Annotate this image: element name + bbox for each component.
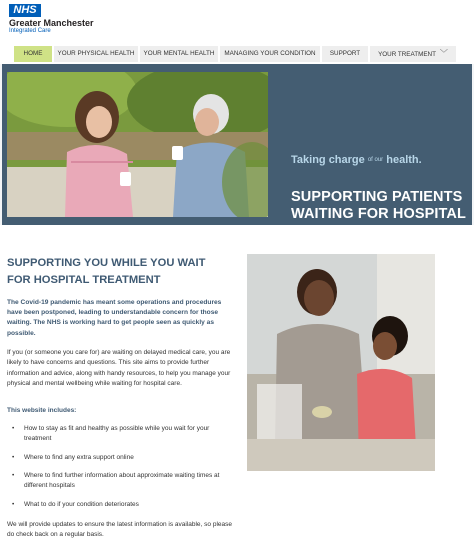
org-name: Greater Manchester <box>9 18 94 28</box>
hero-photo-illustration <box>7 72 268 217</box>
update-note: We will provide updates to ensure the latest information is available, so please do check back on a regular basis. <box>7 521 232 538</box>
nav-your-treatment[interactable]: YOUR TREATMENT ﹀ <box>370 46 456 62</box>
hero-title: SUPPORTING PATIENTS WAITING FOR HOSPITAL TREATMENT <box>291 189 466 239</box>
hero-tagline: Taking charge of our health. <box>291 154 422 166</box>
main-nav <box>14 46 456 62</box>
nhs-logo[interactable]: NHS <box>9 4 41 17</box>
site-header <box>0 0 474 44</box>
hero-photo <box>7 72 268 217</box>
list-item: • Where to find further information about approximate waiting times at different hospitals <box>12 471 227 491</box>
includes-list <box>12 424 227 518</box>
chevron-down-icon: ﹀ <box>439 49 448 58</box>
nav-mental-health[interactable]: YOUR MENTAL HEALTH <box>140 46 218 62</box>
nav-support[interactable]: SUPPORT <box>322 46 368 62</box>
org-subname: Integrated Care <box>9 28 51 34</box>
includes-label: This website includes: <box>7 407 77 414</box>
page-heading: SUPPORTING YOU WHILE YOU WAIT FOR HOSPITAL TREATMENT <box>7 257 206 286</box>
nav-physical-health[interactable]: YOUR PHYSICAL HEALTH <box>54 46 138 62</box>
nav-home[interactable]: HOME <box>14 46 52 62</box>
intro-lead: The Covid-19 pandemic has meant some operations and procedures have been postponed, leading to understandable concern for those waiting. The NHS is working hard to get people seen as quickly as possible. <box>7 299 222 337</box>
family-photo <box>247 254 435 471</box>
list-item: • Where to find any extra support online <box>12 453 227 463</box>
family-photo-illustration <box>247 254 435 471</box>
hero-banner <box>0 64 474 239</box>
intro-paragraph: If you (or someone you care for) are waiting on delayed medical care, you are likely to have concerns and questions. This site aims to provide further information and advice, along with handy resources, to help you manage your physical and mental wellbeing while waiting for hospital care. <box>7 349 231 387</box>
nav-managing-condition[interactable]: MANAGING YOUR CONDITION <box>220 46 320 62</box>
list-item: • How to stay as fit and healthy as possible while you wait for your treatment <box>12 424 227 444</box>
list-item: • What to do if your condition deteriorates <box>12 500 227 510</box>
